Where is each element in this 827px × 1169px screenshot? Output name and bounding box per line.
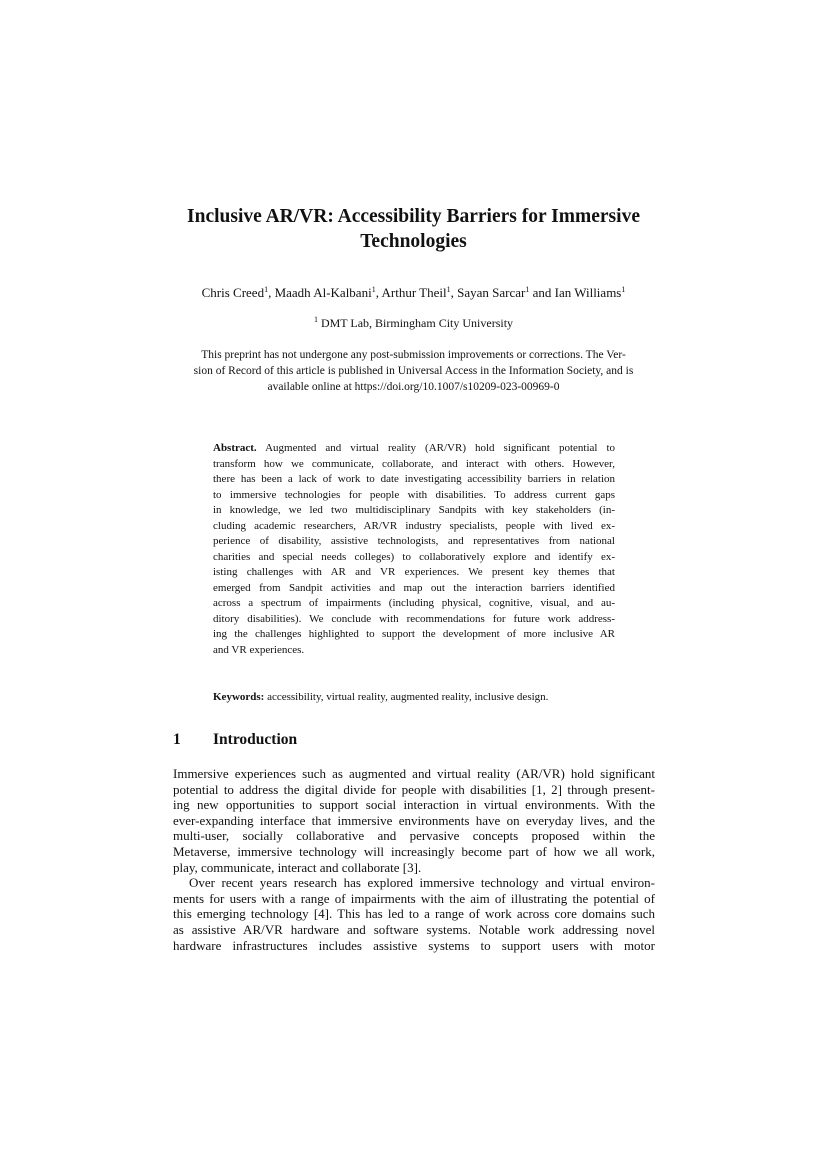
section-title: Introduction [213,731,298,748]
text-line: as assistive AR/VR hardware and software systems. Notable work addressing novel [173,921,655,937]
author-name: Ian Williams [554,285,622,300]
paragraph [173,875,655,953]
affiliation-marker: 1 [446,285,451,294]
preprint-notice [170,347,657,396]
abstract [213,441,615,658]
abstract-line: there has been a lack of work to date investigating accessibility barriers in relation [213,473,615,485]
abstract-line: charities and special needs colleges) to collaboratively explore and identify ex- [213,550,615,563]
abstract-text: Augmented and virtual reality (AR/VR) hold significant potential to [256,442,615,454]
author [555,285,626,300]
text-line: Over recent years research has explored immersive technology and virtual environ- [189,875,655,891]
author-name: Maadh Al-Kalbani [274,285,372,300]
abstract-line: emerged from Sandpit activities and map out the interaction barriers identified [213,581,615,594]
affiliation-marker: 1 [371,285,376,294]
author-separator: , [375,285,382,300]
paragraph [173,766,655,875]
affiliation-marker: 1 [525,285,530,294]
affiliation-marker: 1 [264,285,269,294]
author-separator: , [268,285,275,300]
affiliation-marker: 1 [313,315,318,324]
abstract-line: ing the challenges highlighted to support the development of more inclusive AR [213,628,615,640]
affiliation [100,316,727,331]
author-separator: , [450,285,458,300]
text-line: hardware infrastructures includes assistive systems to support users with motor [173,937,655,953]
text-line: ments for users with a range of impairments with the aim of illustrating the potential of [173,890,655,906]
text-line: ever-expanding interface that immersive environments have on everyday lives, and the [173,812,655,828]
author-list [100,285,727,301]
affiliation-marker: 1 [621,285,626,294]
abstract-line: ditory disabilities). We conclude with recommendations for future work address- [213,612,615,625]
abstract-line: to immersive technologies for people with disabilities. To address current gaps [213,488,615,501]
notice-line: sion of Record of this article is published in Universal Access in the Information Society, and is [193,365,634,378]
abstract-line: cluding academic researchers, AR/VR industry specialists, people with lived ex- [213,519,615,532]
abstract-label: Abstract. [213,442,257,454]
text-line: this emerging technology [4]. This has led to a range of work across core domains such [173,906,655,922]
author-name: Sayan Sarcar [457,285,526,300]
title-line: Technologies [360,231,467,252]
text-line: potential to address the digital divide for people with disabilities [1, 2] through present- [173,781,655,797]
abstract-line: isting challenges with AR and VR experiences. We present key themes that [213,566,615,578]
title-line: Inclusive AR/VR: Accessibility Barriers for Immersive [187,206,640,227]
author [457,285,555,300]
keywords-text: accessibility, virtual reality, augmented reality, inclusive design. [264,691,549,703]
author-separator: and [529,285,555,300]
author [382,285,458,300]
text-line: ing new opportunities to support social interaction in virtual environments. With the [173,797,655,813]
abstract-line: and VR experiences. [213,643,305,656]
author-name: Arthur Theil [381,285,447,300]
text-line: multi-user, socially collaborative and pervasive concepts proposed within the [173,828,655,844]
author [275,285,382,300]
text-line: Immersive experiences such as augmented and virtual reality (AR/VR) hold significant [173,766,655,781]
keywords-label: Keywords: [213,691,265,703]
affiliation-text: DMT Lab, Birmingham City University [320,316,514,330]
author-name: Chris Creed [201,285,265,300]
section-number: 1 [173,731,181,748]
keywords [213,690,615,706]
abstract-line: across a spectrum of impairments (including physical, cognitive, visual, and au- [213,597,615,609]
section-heading [173,730,297,750]
paper-title [100,204,727,254]
text-line: Metaverse, immersive technology will increasingly become part of how we all work, [173,843,655,859]
text-line: play, communicate, interact and collaborate [3]. [173,859,422,875]
abstract-line [213,441,615,457]
notice-line: This preprint has not undergone any post-submission improvements or corrections. The Ver- [201,349,626,361]
notice-line: available online at https://doi.org/10.1007/s10209-023-00969-0 [267,381,560,394]
abstract-line: in knowledge, we led two multidisciplinary Sandpits with key stakeholders (in- [213,504,615,516]
section-body [173,766,655,953]
author [202,285,275,300]
abstract-line: transform how we communicate, collaborate, and interact with others. However, [213,457,615,470]
abstract-line: perience of disability, assistive technologists, and representatives from national [213,535,615,547]
